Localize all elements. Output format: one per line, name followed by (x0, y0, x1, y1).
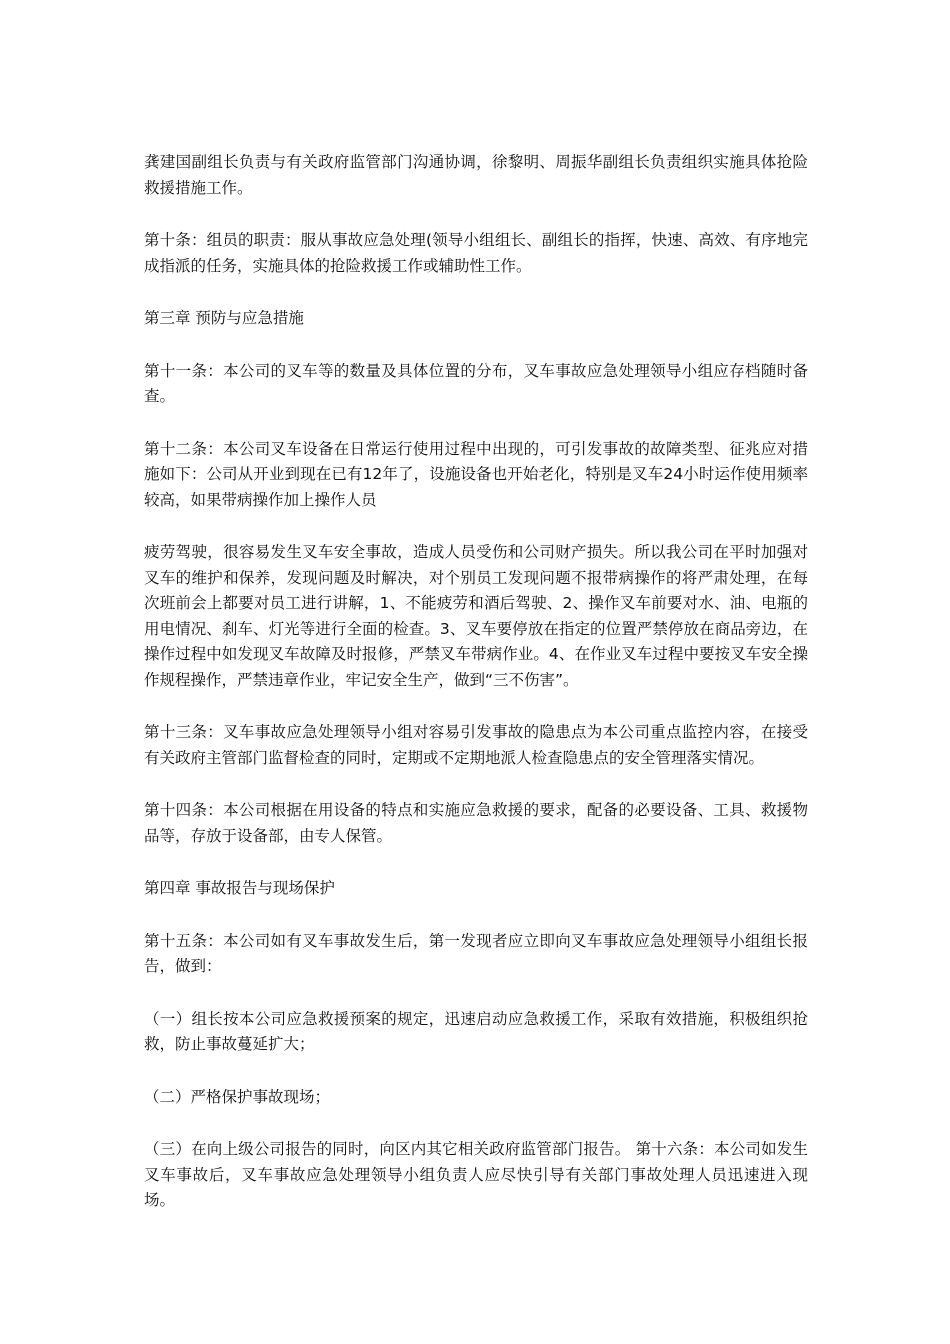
paragraph-item-2: （二）严格保护事故现场； (144, 1087, 331, 1106)
chapter-3-heading: 第三章 预防与应急措施 (144, 309, 304, 327)
paragraph-article-10: 第十条：组员的职责：服从事故应急处理(领导小组组长、副组长的指挥，快速、高效、有序地完成指派的任务，实施具体的抢险救援工作或辅助性工作。 (144, 231, 808, 275)
paragraph-deputy-leaders: 龚建国副组长负责与有关政府监管部门沟通协调，徐黎明、周振华副组长负责组织实施具体抢险救援措施工作。 (144, 153, 808, 197)
paragraph-article-15: 第十五条：本公司如有叉车事故发生后，第一发现者应立即向叉车事故应急处理领导小组组长报告，做到： (144, 931, 808, 975)
paragraph-item-1: （一）组长按本公司应急救援预案的规定，迅速启动应急救援工作，采取有效措施，积极组织抢救，防止事故蔓延扩大； (144, 1009, 808, 1053)
chapter-4-heading: 第四章 事故报告与现场保护 (144, 879, 335, 897)
document-body (144, 150, 808, 1241)
paragraph-article-12: 第十二条：本公司叉车设备在日常运行使用过程中出现的，可引发事故的故障类型、征兆应对措施如下：公司从开业到现在已有12年了，设施设备也开始老化，特别是叉车24小时运作使用频率较高，如果带病操作加上操作人员 (144, 439, 808, 509)
paragraph-article-11: 第十一条：本公司的叉车等的数量及具体位置的分布，叉车事故应急处理领导小组应存档随时备查。 (144, 361, 808, 405)
paragraph-item-3-article-16: （三）在向上级公司报告的同时，向区内其它相关政府监管部门报告。 第十六条：本公司如发生叉车事故后，叉车事故应急处理领导小组负责人应尽快引导有关部门事故处理人员迅速进入现场。 (144, 1140, 808, 1209)
paragraph-article-13: 第十三条：叉车事故应急处理领导小组对容易引发事故的隐患点为本公司重点监控内容，在接受有关政府主管部门监督检查的同时，定期或不定期地派人检查隐患点的安全管理落实情况。 (144, 723, 808, 767)
paragraph-article-14: 第十四条：本公司根据在用设备的特点和实施应急救援的要求，配备的必要设备、工具、救援物品等，存放于设备部，由专人保管。 (144, 801, 808, 845)
paragraph-article-12-continued: 疲劳驾驶，很容易发生叉车安全事故，造成人员受伤和公司财产损失。所以我公司在平时加强对叉车的维护和保养，发现问题及时解决，对个别员工发现问题不报带病操作的将严肃处理，在每次班前会上都要对员工进行讲解，1、不能疲劳和酒后驾驶、2、操作叉车前要对水、油、电瓶的用电情况、刹车、灯光等进行全面的检查。3、叉车要停放在指定的位置严禁停放在商品旁边，在操作过程中如发现叉车故障及时报修，严禁叉车带病作业。4、在作业叉车过程中要按叉车安全操作规程操作，严禁违章作业，牢记安全生产，做到“三不伤害”。 (144, 543, 808, 689)
